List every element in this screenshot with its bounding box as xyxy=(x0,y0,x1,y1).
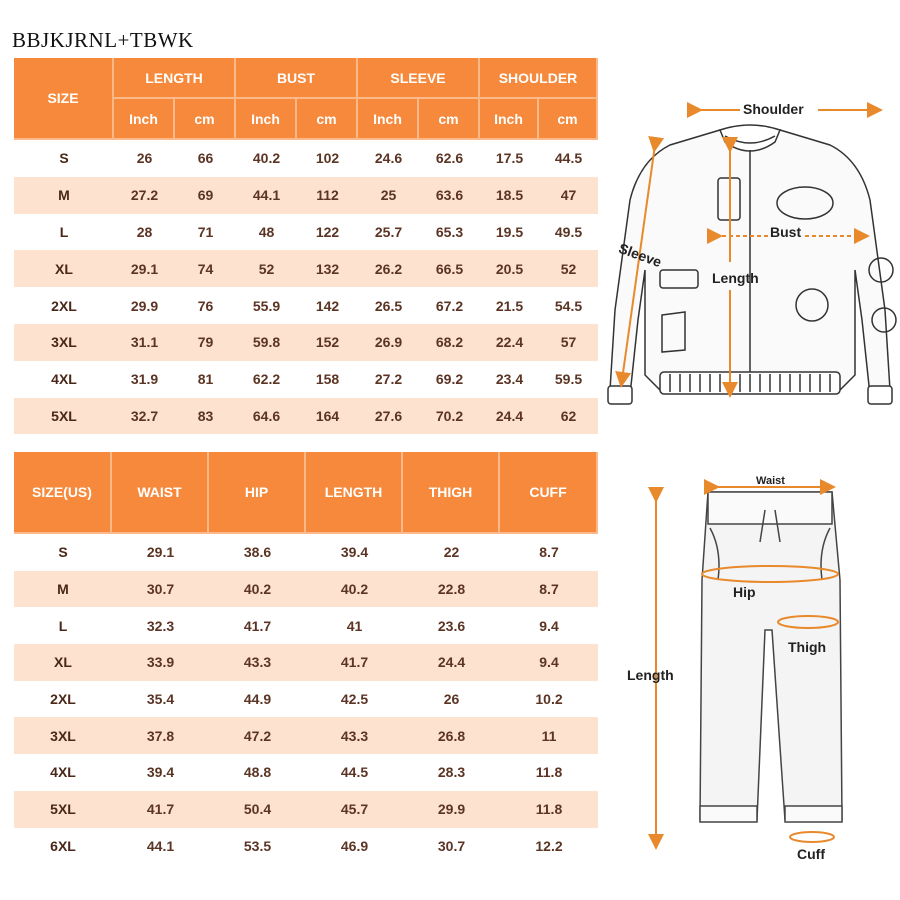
value-cell: 52 xyxy=(236,250,297,287)
table-row xyxy=(14,287,598,324)
value-cell: 47 xyxy=(539,177,598,214)
table-row xyxy=(14,140,598,177)
table-row xyxy=(14,681,598,718)
value-cell: 59.8 xyxy=(236,324,297,361)
size-cell: M xyxy=(14,571,112,608)
value-cell: 12.2 xyxy=(500,828,598,865)
unit-header: Inch xyxy=(358,99,419,140)
value-cell: 43.3 xyxy=(209,644,306,681)
value-cell: 35.4 xyxy=(112,681,209,718)
size-cell: 3XL xyxy=(14,717,112,754)
table-row xyxy=(14,250,598,287)
value-cell: 26.8 xyxy=(403,717,500,754)
value-cell: 142 xyxy=(297,287,358,324)
size-cell: 3XL xyxy=(14,324,114,361)
value-cell: 81 xyxy=(175,361,236,398)
pants-header: THIGH xyxy=(403,452,500,534)
value-cell: 45.7 xyxy=(306,791,403,828)
value-cell: 50.4 xyxy=(209,791,306,828)
value-cell: 20.5 xyxy=(480,250,539,287)
size-cell: 5XL xyxy=(14,791,112,828)
value-cell: 49.5 xyxy=(539,214,598,251)
value-cell: 68.2 xyxy=(419,324,480,361)
length-label: Length xyxy=(712,270,759,286)
size-cell: M xyxy=(14,177,114,214)
bust-label: Bust xyxy=(770,224,802,240)
value-cell: 8.7 xyxy=(500,571,598,608)
size-cell: 4XL xyxy=(14,361,114,398)
size-cell: 5XL xyxy=(14,398,114,435)
value-cell: 74 xyxy=(175,250,236,287)
cuff-label: Cuff xyxy=(797,846,825,862)
unit-header: Inch xyxy=(480,99,539,140)
value-cell: 37.8 xyxy=(112,717,209,754)
value-cell: 30.7 xyxy=(112,571,209,608)
table-row xyxy=(14,607,598,644)
sleeve-label: Sleeve xyxy=(616,239,664,271)
value-cell: 44.5 xyxy=(539,140,598,177)
value-cell: 65.3 xyxy=(419,214,480,251)
value-cell: 62 xyxy=(539,398,598,435)
value-cell: 31.1 xyxy=(114,324,175,361)
value-cell: 57 xyxy=(539,324,598,361)
shoulder-header: SHOULDER xyxy=(480,58,598,99)
value-cell: 9.4 xyxy=(500,607,598,644)
table-row xyxy=(14,214,598,251)
brand-title: BBJKJRNL+TBWK xyxy=(12,28,194,52)
value-cell: 67.2 xyxy=(419,287,480,324)
value-cell: 26 xyxy=(403,681,500,718)
value-cell: 79 xyxy=(175,324,236,361)
value-cell: 64.6 xyxy=(236,398,297,435)
value-cell: 47.2 xyxy=(209,717,306,754)
value-cell: 62.2 xyxy=(236,361,297,398)
value-cell: 42.5 xyxy=(306,681,403,718)
table-row xyxy=(14,177,598,214)
value-cell: 164 xyxy=(297,398,358,435)
value-cell: 40.2 xyxy=(306,571,403,608)
size-header: SIZE xyxy=(14,58,114,140)
value-cell: 9.4 xyxy=(500,644,598,681)
value-cell: 53.5 xyxy=(209,828,306,865)
value-cell: 63.6 xyxy=(419,177,480,214)
table-row xyxy=(14,571,598,608)
value-cell: 19.5 xyxy=(480,214,539,251)
value-cell: 24.4 xyxy=(403,644,500,681)
value-cell: 46.9 xyxy=(306,828,403,865)
value-cell: 102 xyxy=(297,140,358,177)
pants-icon xyxy=(700,492,842,822)
value-cell: 41.7 xyxy=(209,607,306,644)
value-cell: 43.3 xyxy=(306,717,403,754)
value-cell: 69.2 xyxy=(419,361,480,398)
value-cell: 26 xyxy=(114,140,175,177)
value-cell: 39.4 xyxy=(306,534,403,571)
value-cell: 70.2 xyxy=(419,398,480,435)
pants-length-label: Length xyxy=(627,667,674,683)
value-cell: 33.9 xyxy=(112,644,209,681)
value-cell: 41 xyxy=(306,607,403,644)
value-cell: 158 xyxy=(297,361,358,398)
size-cell: L xyxy=(14,214,114,251)
value-cell: 59.5 xyxy=(539,361,598,398)
size-cell: 2XL xyxy=(14,681,112,718)
value-cell: 28 xyxy=(114,214,175,251)
size-cell: S xyxy=(14,534,112,571)
table-row xyxy=(14,324,598,361)
unit-header: Inch xyxy=(114,99,175,140)
waist-label: Waist xyxy=(756,475,785,487)
value-cell: 18.5 xyxy=(480,177,539,214)
value-cell: 27.6 xyxy=(358,398,419,435)
value-cell: 8.7 xyxy=(500,534,598,571)
value-cell: 26.2 xyxy=(358,250,419,287)
value-cell: 11.8 xyxy=(500,754,598,791)
table-row xyxy=(14,754,598,791)
size-cell: L xyxy=(14,607,112,644)
size-cell: 4XL xyxy=(14,754,112,791)
value-cell: 27.2 xyxy=(114,177,175,214)
bust-header: BUST xyxy=(236,58,358,99)
jacket-size-table xyxy=(14,58,598,434)
size-cell: 2XL xyxy=(14,287,114,324)
value-cell: 55.9 xyxy=(236,287,297,324)
value-cell: 66.5 xyxy=(419,250,480,287)
value-cell: 52 xyxy=(539,250,598,287)
value-cell: 27.2 xyxy=(358,361,419,398)
value-cell: 44.9 xyxy=(209,681,306,718)
thigh-label: Thigh xyxy=(788,639,827,655)
value-cell: 25 xyxy=(358,177,419,214)
value-cell: 122 xyxy=(297,214,358,251)
value-cell: 29.9 xyxy=(114,287,175,324)
value-cell: 83 xyxy=(175,398,236,435)
value-cell: 30.7 xyxy=(403,828,500,865)
value-cell: 11 xyxy=(500,717,598,754)
value-cell: 23.6 xyxy=(403,607,500,644)
pants-header: CUFF xyxy=(500,452,598,534)
table-row xyxy=(14,791,598,828)
shoulder-label: Shoulder xyxy=(743,101,804,117)
hip-label: Hip xyxy=(733,584,756,600)
unit-header: cm xyxy=(419,99,480,140)
value-cell: 71 xyxy=(175,214,236,251)
value-cell: 48.8 xyxy=(209,754,306,791)
table-row xyxy=(14,644,598,681)
value-cell: 38.6 xyxy=(209,534,306,571)
value-cell: 31.9 xyxy=(114,361,175,398)
value-cell: 76 xyxy=(175,287,236,324)
sleeve-header: SLEEVE xyxy=(358,58,480,99)
value-cell: 29.9 xyxy=(403,791,500,828)
value-cell: 132 xyxy=(297,250,358,287)
value-cell: 22.8 xyxy=(403,571,500,608)
value-cell: 24.6 xyxy=(358,140,419,177)
value-cell: 17.5 xyxy=(480,140,539,177)
table-row xyxy=(14,534,598,571)
value-cell: 23.4 xyxy=(480,361,539,398)
table-row xyxy=(14,717,598,754)
value-cell: 32.3 xyxy=(112,607,209,644)
value-cell: 24.4 xyxy=(480,398,539,435)
value-cell: 112 xyxy=(297,177,358,214)
value-cell: 26.9 xyxy=(358,324,419,361)
unit-header: Inch xyxy=(236,99,297,140)
value-cell: 48 xyxy=(236,214,297,251)
size-cell: XL xyxy=(14,250,114,287)
unit-header: cm xyxy=(297,99,358,140)
value-cell: 66 xyxy=(175,140,236,177)
value-cell: 32.7 xyxy=(114,398,175,435)
size-cell: 6XL xyxy=(14,828,112,865)
value-cell: 21.5 xyxy=(480,287,539,324)
value-cell: 10.2 xyxy=(500,681,598,718)
value-cell: 62.6 xyxy=(419,140,480,177)
value-cell: 39.4 xyxy=(112,754,209,791)
value-cell: 44.5 xyxy=(306,754,403,791)
unit-header: cm xyxy=(539,99,598,140)
value-cell: 29.1 xyxy=(114,250,175,287)
pants-header: HIP xyxy=(209,452,306,534)
pants-illustration xyxy=(640,470,900,870)
value-cell: 28.3 xyxy=(403,754,500,791)
value-cell: 44.1 xyxy=(236,177,297,214)
value-cell: 41.7 xyxy=(306,644,403,681)
pants-header: SIZE(US) xyxy=(14,452,112,534)
value-cell: 22.4 xyxy=(480,324,539,361)
value-cell: 44.1 xyxy=(112,828,209,865)
value-cell: 41.7 xyxy=(112,791,209,828)
value-cell: 22 xyxy=(403,534,500,571)
pants-size-table xyxy=(14,452,598,864)
pants-header: WAIST xyxy=(112,452,209,534)
value-cell: 152 xyxy=(297,324,358,361)
value-cell: 40.2 xyxy=(209,571,306,608)
value-cell: 11.8 xyxy=(500,791,598,828)
value-cell: 40.2 xyxy=(236,140,297,177)
value-cell: 29.1 xyxy=(112,534,209,571)
value-cell: 69 xyxy=(175,177,236,214)
value-cell: 54.5 xyxy=(539,287,598,324)
length-header: LENGTH xyxy=(114,58,236,99)
unit-header: cm xyxy=(175,99,236,140)
value-cell: 26.5 xyxy=(358,287,419,324)
table-row xyxy=(14,361,598,398)
table-row xyxy=(14,398,598,435)
value-cell: 25.7 xyxy=(358,214,419,251)
size-cell: XL xyxy=(14,644,112,681)
pants-header: LENGTH xyxy=(306,452,403,534)
table-row xyxy=(14,828,598,865)
size-cell: S xyxy=(14,140,114,177)
